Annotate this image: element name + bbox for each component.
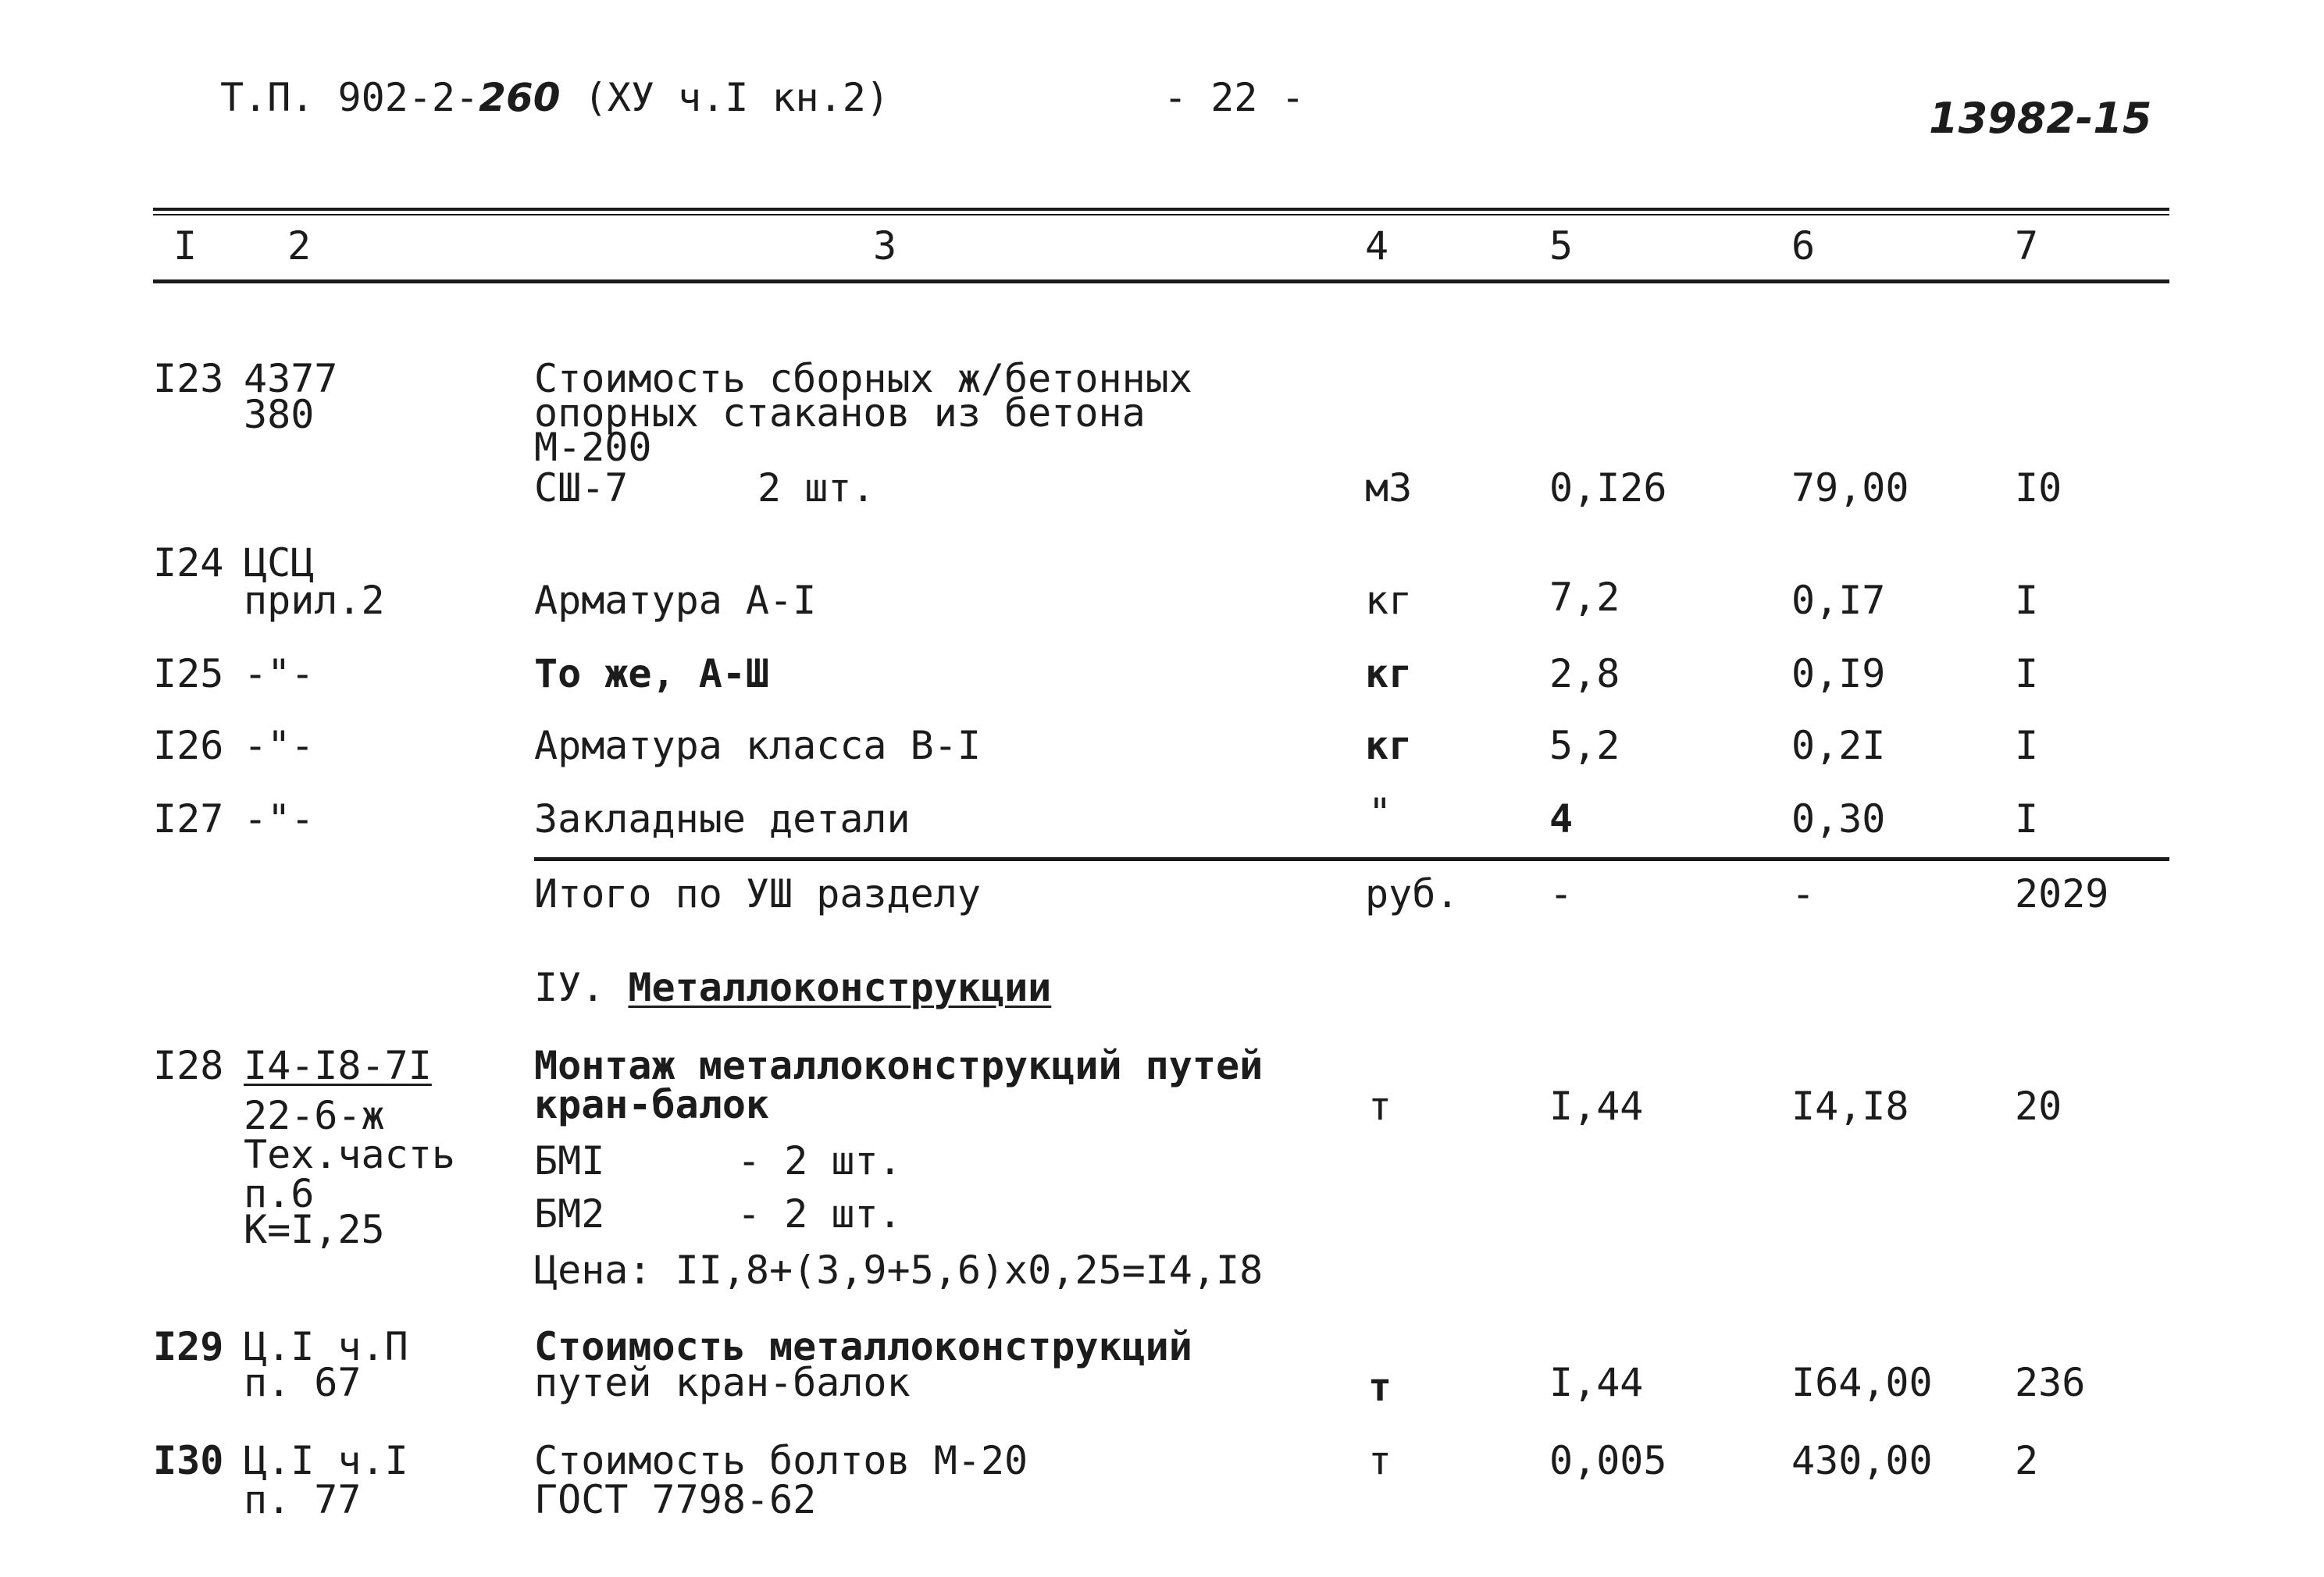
subtotal-price: -: [1791, 871, 1816, 917]
row-description: Арматура А-I: [534, 578, 817, 623]
row-number: I30: [153, 1438, 224, 1483]
row-quantity: 2,8: [1549, 651, 1620, 696]
row-reference: Ц.I ч.I: [244, 1438, 408, 1483]
column-header: 5: [1549, 223, 1574, 269]
row-description: Арматура класса В-I: [534, 723, 981, 768]
column-header: 2: [287, 223, 312, 269]
row-description: Стоимость сборных ж/бетонных: [534, 356, 1192, 401]
row-description: Стоимость болтов М-20: [534, 1438, 1028, 1483]
doc-prefix: Т.П. 902-2-: [220, 75, 479, 120]
row-unit: т: [1368, 1084, 1392, 1129]
row-description: М-200: [534, 425, 652, 470]
row-unit: т: [1368, 1365, 1392, 1410]
row-price: 0,I9: [1791, 651, 1886, 696]
subtotal-total: 2029: [2015, 871, 2109, 917]
row-number: I26: [153, 723, 224, 768]
row-reference: 4377: [244, 356, 338, 401]
doc-suffix: (ХУ ч.I кн.2): [583, 75, 889, 120]
row-price: 430,00: [1791, 1438, 1933, 1483]
row-price: 79,00: [1791, 465, 1909, 511]
row-description: Монтаж металлоконструкций путей: [534, 1043, 1264, 1088]
row-description: Стоимость металлоконструкций: [534, 1324, 1192, 1369]
subtotal-label: Итого по УШ разделу: [534, 871, 981, 917]
column-header: 7: [2015, 223, 2039, 269]
row-description: 2 шт.: [757, 465, 875, 511]
row-price: 0,30: [1791, 796, 1886, 842]
row-unit: кг: [1365, 578, 1413, 623]
item-count: - 2 шт.: [737, 1191, 902, 1237]
column-header: I: [173, 223, 198, 269]
row-quantity: I,44: [1549, 1360, 1644, 1405]
table-header-rule: [153, 279, 2169, 283]
row-description: ГОСТ 7798-62: [534, 1477, 817, 1522]
row-unit: ": [1368, 790, 1392, 835]
row-description: кран-балок: [534, 1082, 770, 1127]
row-reference: -"-: [244, 723, 315, 768]
subtotal-unit: руб.: [1365, 871, 1460, 917]
row-total: 20: [2015, 1084, 2062, 1129]
row-price: I64,00: [1791, 1360, 1933, 1405]
doc-number-handwritten: 260: [479, 75, 561, 120]
price-formula: Цена: II,8+(3,9+5,6)х0,25=I4,I8: [534, 1248, 1264, 1293]
row-quantity: 0,005: [1549, 1438, 1667, 1483]
row-number: I29: [153, 1324, 224, 1369]
section-number: IУ.: [534, 965, 605, 1010]
row-quantity: 4: [1549, 796, 1574, 842]
column-header: 3: [873, 223, 897, 269]
subtotal-quantity: -: [1549, 871, 1574, 917]
row-description: Закладные детали: [534, 796, 911, 842]
row-reference: -"-: [244, 651, 315, 696]
item-name: БМ2: [534, 1191, 605, 1237]
row-description: СШ-7: [534, 465, 629, 511]
row-total: I: [2015, 651, 2039, 696]
row-number: I27: [153, 796, 224, 842]
row-reference: 22-6-ж: [244, 1093, 385, 1138]
column-header: 4: [1365, 223, 1389, 269]
archive-number: 13982-15: [1929, 94, 2152, 143]
item-count: - 2 шт.: [737, 1138, 902, 1184]
item-name: БМI: [534, 1138, 605, 1184]
row-total: I: [2015, 723, 2039, 768]
row-reference: ЦСЦ: [244, 540, 315, 586]
row-unit: т: [1368, 1438, 1392, 1483]
section-title: Металлоконструкции: [628, 965, 1052, 1010]
row-quantity: 0,I26: [1549, 465, 1667, 511]
row-description: опорных стаканов из бетона: [534, 390, 1146, 436]
row-number: I24: [153, 540, 224, 586]
row-unit: м3: [1365, 465, 1413, 511]
row-reference: 380: [244, 392, 315, 437]
row-total: I: [2015, 578, 2039, 623]
row-quantity: I,44: [1549, 1084, 1644, 1129]
row-reference: п. 67: [244, 1360, 362, 1405]
row-reference: Ц.I ч.П: [244, 1324, 408, 1369]
column-header: 6: [1791, 223, 1816, 269]
row-total: I0: [2015, 465, 2062, 511]
page-number: - 22 -: [1164, 75, 1305, 120]
row-price: 0,I7: [1791, 578, 1886, 623]
row-quantity: 5,2: [1549, 723, 1620, 768]
row-reference: прил.2: [244, 578, 385, 623]
row-description: То же, А-Ш: [534, 651, 770, 696]
row-price: I4,I8: [1791, 1084, 1909, 1129]
row-unit: кг: [1365, 723, 1413, 768]
row-reference: I4-I8-7I: [244, 1043, 432, 1088]
row-number: I28: [153, 1043, 224, 1088]
row-total: 2: [2015, 1438, 2039, 1483]
row-reference: п. 77: [244, 1477, 362, 1522]
row-total: 236: [2015, 1360, 2086, 1405]
row-unit: кг: [1365, 651, 1413, 696]
row-number: I23: [153, 356, 224, 401]
doc-code: [220, 75, 889, 120]
row-reference: -"-: [244, 796, 315, 842]
row-reference: К=I,25: [244, 1207, 385, 1252]
section-heading: [534, 965, 1052, 1010]
row-quantity: 7,2: [1549, 575, 1620, 620]
row-number: I25: [153, 651, 224, 696]
table-top-rule-2: [153, 214, 2169, 215]
subtotal-rule: [534, 857, 2169, 861]
row-description: путей кран-балок: [534, 1360, 911, 1405]
row-price: 0,2I: [1791, 723, 1886, 768]
table-top-rule: [153, 208, 2169, 211]
row-reference: п.6: [244, 1171, 315, 1216]
row-reference: Тех.часть: [244, 1132, 455, 1177]
row-total: I: [2015, 796, 2039, 842]
